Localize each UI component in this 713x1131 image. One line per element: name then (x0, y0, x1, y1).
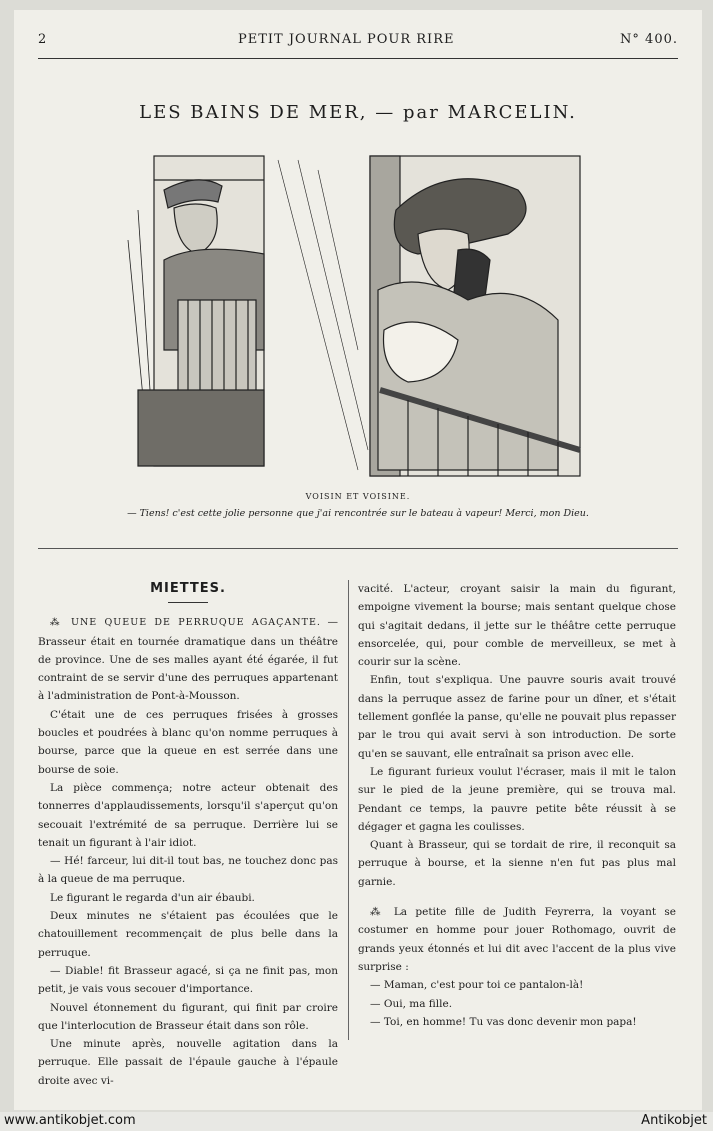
article-title-text: LES BAINS DE MER, (139, 102, 368, 123)
newspaper-page (14, 10, 702, 1110)
page-header (38, 28, 678, 52)
paragraph: — Hé! farceur, lui dit-il tout bas, ne touchez donc pas à la queue de ma perruque. (38, 855, 338, 886)
paragraph: — Toi, en homme! Tu vas donc devenir mon papa! (370, 1015, 637, 1028)
article-title (14, 102, 702, 123)
paragraph: vacité. L'acteur, croyant saisir la main du figurant, empoigne vivement la bourse; mais sentant quelque chose qui s'agitait dedans, il jette sur le théâtre cette perruque ensorcelée, qui, pour comble de merveilleux, se met à courir sur la scène. (358, 583, 676, 669)
watermark-footer (0, 1112, 713, 1131)
miettes-rule (168, 602, 208, 603)
section-rule (38, 548, 678, 549)
illustration-caption: — Tiens! c'est cette jolie personne que j'ai rencontrée sur le bateau à vapeur! Merci, mon Dieu. (127, 508, 589, 519)
miettes-heading: MIETTES. (150, 581, 226, 596)
paragraph: Une minute après, nouvelle agitation dans la perruque. Elle passait de l'épaule gauche à l'épaule droite avec vi- (38, 1038, 338, 1087)
paragraph-text: — Brasseur était en tournée dramatique dans un théâtre de province. Une de ses malles ayant été égarée, il fut contraint de se servir d'une des perruques appartenant à l'administration de Pont-à-Mousson. (38, 616, 338, 703)
paragraph: ⁂ La petite fille de Judith Feyrerra, la voyant se costumer en homme pour jouer Rothomago, ouvrit de grands yeux étonnés et lui dit avec l'accent de la plus vive surprise : (358, 906, 676, 973)
issue-number: N° 400. (620, 32, 678, 47)
article-by: — par (375, 102, 440, 123)
paragraph: — Maman, c'est pour toi ce pantalon-là! (370, 979, 584, 992)
page-number: 2 (38, 32, 48, 47)
paragraph: — Oui, ma fille. (370, 997, 453, 1010)
paragraph: Enfin, tout s'expliqua. Une pauvre souris avait trouvé dans la perruque assez de farine pour un dîner, et s'était tellement gonflée la panse, qu'elle ne pouvait plus repasser par le trou qui avait servi à son introduction. De sorte qu'en se sauvant, elle entraînait sa prison avec elle. (358, 674, 676, 760)
journal-title: PETIT JOURNAL POUR RIRE (238, 32, 455, 47)
paragraph: C'était une de ces perruques frisées à grosses boucles et poudrées à blanc qu'on nomme perruques à bourse, parce que la queue en est serrée dans une bourse de soie. (38, 708, 338, 776)
paragraph: Deux minutes ne s'étaient pas écoulées que le chatouillement recommençait de plus belle dans la perruque. (38, 910, 338, 959)
article-author: MARCELIN. (447, 102, 577, 123)
paragraph: Le figurant furieux voulut l'écraser, mais il mit le talon sur le pied de la jeune première, qui se trouva mal. Pendant ce temps, la pauvre petite bête réussit à se dégager et gagna les coulisses. (358, 765, 676, 833)
paragraph-gap (358, 891, 676, 903)
miettes-left-column (38, 580, 338, 1090)
left-panel-man-at-window (128, 156, 368, 470)
miettes-right-column (358, 580, 676, 1031)
paragraph: Nouvel étonnement du figurant, qui finit par croire que l'interlocution de Brasseur était dans son rôle. (38, 1001, 338, 1032)
anecdote-title: ⁂ UNE QUEUE DE PERRUQUE AGAÇANTE. (50, 617, 321, 629)
paragraph: Le figurant le regarda d'un air ébaubi. (50, 891, 255, 904)
paragraph: La pièce commença; notre acteur obtenait des tonnerres d'applaudissements, lorsqu'il s'aperçut qu'on secouait l'extrémité de sa perruque. Derrière lui se tenait un figurant à l'air idiot. (38, 781, 338, 849)
paragraph: — Diable! fit Brasseur agacé, si ça ne finit pas, mon petit, je vais vous secouer d'importance. (38, 964, 338, 996)
website-link[interactable]: www.antikobjet.com (4, 1113, 136, 1128)
engraving-illustration (118, 150, 588, 480)
paragraph: Quant à Brasseur, qui se tordait de rire, il reconquit sa perruque à bourse, et la sienne n'en fut pas plus mal garnie. (358, 839, 676, 888)
header-rule (38, 58, 678, 59)
column-divider (348, 580, 349, 1040)
right-panel-woman-at-window (370, 156, 580, 476)
brand-name: Antikobjet (641, 1113, 707, 1128)
caption-heading: VOISIN ET VOISINE. (305, 492, 411, 501)
paragraph (38, 613, 338, 705)
